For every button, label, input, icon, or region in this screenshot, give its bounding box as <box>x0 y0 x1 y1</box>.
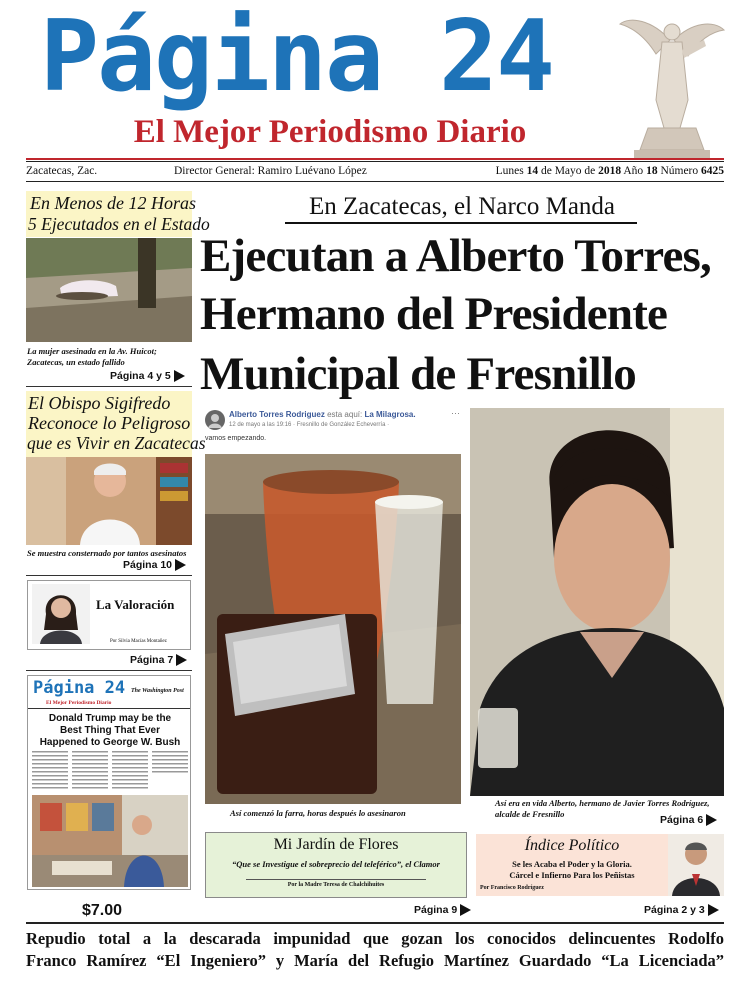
angel-statue-logo <box>612 10 730 160</box>
story2-headline-3: que es Vivir en Zacatecas <box>27 433 206 453</box>
story3-box <box>27 580 191 650</box>
indice-byline: Por Francisco Rodríguez <box>480 885 544 891</box>
indice-line-2: Cárcel e Infierno Para los Peñistas <box>509 870 635 880</box>
insert-partner: The Washington Post <box>131 688 184 694</box>
info-bar <box>26 163 724 179</box>
story1-head-box <box>26 191 210 237</box>
kicker-rule <box>285 222 637 224</box>
photo-alberto-caption: Así era en vida Alberto, hermano de Javier Torres Rodríguez, alcalde de Fresnillo <box>495 798 710 819</box>
indice-line-1: Se les Acaba el Poder y la Gloria. <box>512 859 632 869</box>
columnist-photo <box>32 584 90 644</box>
masthead-rule <box>26 158 724 160</box>
photo-alberto <box>470 408 724 796</box>
arrow-right-icon <box>706 814 717 826</box>
price: $7.00 <box>82 902 123 919</box>
main-kicker: En Zacatecas, el Narco Manda <box>308 193 616 220</box>
facebook-post-text: vamos empezando. <box>205 435 267 442</box>
facebook-meta: 12 de mayo a las 19:16 · Fresnillo de González Echeverría · <box>229 422 390 428</box>
location: Zacatecas, Zac. <box>26 165 98 177</box>
masthead-tagline: El Mejor Periodismo Diario <box>133 114 527 150</box>
arrow-right-icon <box>460 904 471 916</box>
main-headline-3: Municipal de Fresnillo <box>200 348 636 400</box>
story1-headline-1: En Menos de 12 Horas <box>30 193 196 213</box>
photo-drinks <box>205 454 461 804</box>
arrow-right-icon <box>175 559 186 571</box>
story3-title: La Valoración <box>96 597 175 612</box>
story1-page-ref[interactable]: Página 4 y 5 <box>110 370 185 382</box>
insert-headline: Donald Trump may be the Best Thing That Ever Happened to George W. Bush <box>39 713 181 748</box>
insert-logo: Página 24 <box>33 678 126 698</box>
insert-text-columns <box>32 751 188 793</box>
photo-alberto-page-ref[interactable]: Página 6 <box>660 814 717 826</box>
main-headline-1: Ejecutan a Alberto Torres, <box>200 230 711 282</box>
story2-headline-2: Reconoce lo Peligroso <box>28 413 191 433</box>
footer-line-1: Repudio total a la descarada impunidad que gozan los conocidos delincuentes Rodolfo <box>26 929 724 948</box>
jardin-page-ref[interactable]: Página 9 <box>414 904 471 916</box>
indice-box <box>476 834 668 896</box>
arrow-right-icon <box>708 904 719 916</box>
story2-headline-1: El Obispo Sigifredo <box>28 393 171 413</box>
footer-line-2: Franco Ramírez “El Ingeniero” y María del Refugio Martínez Guardado “La Licenciada” <box>26 951 724 970</box>
more-options-icon: ··· <box>451 408 460 418</box>
jardin-title: Mi Jardín de Flores <box>273 836 399 853</box>
story2-head-box <box>26 391 206 457</box>
main-headline-2: Hermano del Presidente <box>200 288 668 340</box>
story4-insert <box>27 675 191 890</box>
divider <box>26 670 192 671</box>
masthead-rule-thin <box>26 161 724 162</box>
story2-photo <box>26 457 192 545</box>
story2-page-ref[interactable]: Página 10 <box>123 559 186 571</box>
facebook-name: Alberto Torres Rodriguez <box>229 410 325 419</box>
photo-drinks-caption: Así comenzó la farra, horas después lo asesinaron <box>230 808 406 818</box>
story1-headline-2: 5 Ejecutados en el Estado <box>28 214 210 234</box>
arrow-right-icon <box>174 370 185 382</box>
masthead-title: Página 24 <box>40 0 554 114</box>
jardin-quote: “Que se Investigue el sobreprecio del teleférico”, el Clamor <box>232 859 440 869</box>
divider <box>26 386 192 387</box>
info-bar-rule <box>26 181 724 182</box>
story2-caption: Se muestra consternado por tantos asesinatos <box>27 548 187 558</box>
indice-page-ref[interactable]: Página 2 y 3 <box>644 904 719 916</box>
arrow-right-icon <box>176 654 187 666</box>
issue-date: Lunes 14 de Mayo de 2018 Año 18 Número 6425 <box>495 165 724 177</box>
facebook-place: La Milagrosa. <box>364 410 416 419</box>
divider <box>26 575 192 576</box>
story1-photo <box>26 238 192 342</box>
insert-photo <box>32 795 188 887</box>
facebook-post-header: Alberto Torres Rodriguez esta aquí: La Milagrosa. 12 de mayo a las 19:16 · Fresnillo de González Echeverría · vamos empezando. ··· <box>205 408 460 442</box>
footer-rule <box>26 922 724 924</box>
story3-byline: Por Silvia Macías Montañez <box>110 639 167 644</box>
profile-avatar-icon <box>205 410 225 430</box>
jardin-byline: Por la Madre Teresa de Chalchihuites <box>287 882 385 888</box>
insert-tagline: El Mejor Periodismo Diario <box>46 700 112 706</box>
indice-author-photo <box>668 834 724 896</box>
story3-page-ref[interactable]: Página 7 <box>130 654 187 666</box>
director: Director General: Ramiro Luévano López <box>174 165 367 177</box>
story1-caption: La mujer asesinada en la Av. Huicot; Zacatecas, un estado fallido <box>27 346 157 367</box>
jardin-box <box>205 832 467 898</box>
indice-title: Índice Político <box>524 837 620 854</box>
